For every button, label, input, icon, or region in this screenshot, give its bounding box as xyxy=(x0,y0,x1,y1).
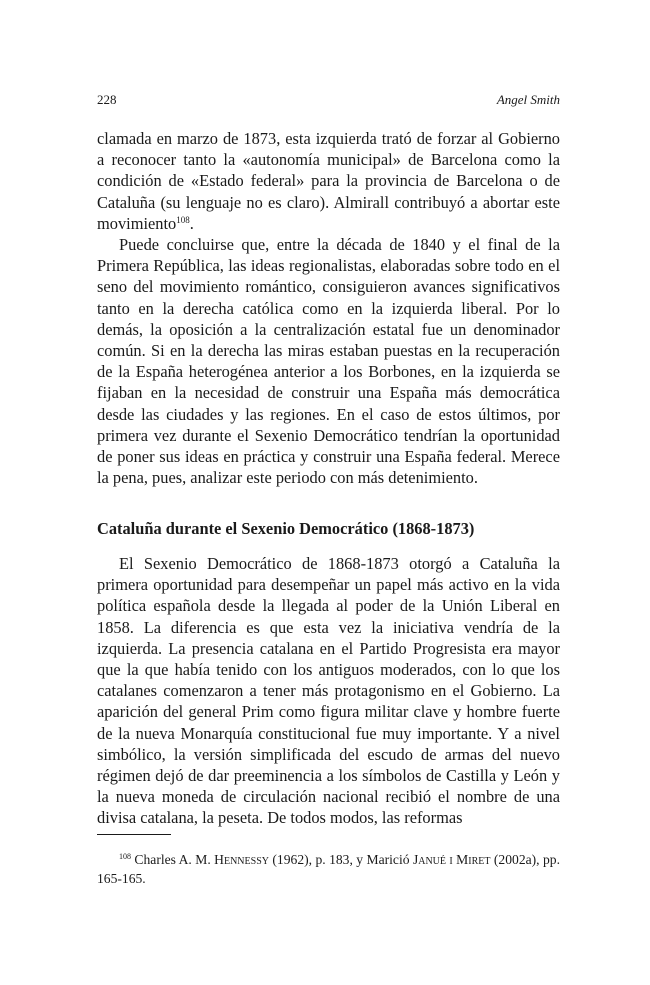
paragraph-text: clamada en marzo de 1873, esta izquierda trató de forzar al Gobierno a reconocer tanto la «autonomía municipal» de Barcelona como la condición de «Estado federal» para la provincia de Barcelona o de Cataluña (su lenguaje no es claro). Almirall contribuyó a abortar este movimiento xyxy=(97,129,560,233)
paragraph: Puede concluirse que, entre la década de 1840 y el final de la Primera República, las ideas regionalistas, elaboradas sobre todo en el seno del movimiento romántico, consiguieron avances significativos tanto en la derecha católica como en la izquierda liberal. Por lo demás, la oposición a la centralización estatal fue un denominador común. Si en la derecha las miras estaban puestas en la recuperación de la España heterogénea anterior a los Borbones, en la izquierda se fijaban en la necesidad de construir una España más democrática desde las ciudades y las regiones. En el caso de estos últimos, por primera vez durante el Sexenio Democrático tendrían la oportunidad de poner sus ideas en práctica y construir una España federal. Merece la pena, pues, analizar este periodo con más detenimiento. xyxy=(97,235,560,488)
footnote-part: (2002a), pp. 165-165. xyxy=(97,852,560,886)
section-heading: Cataluña durante el Sexenio Democrático (1868-1873) xyxy=(97,519,475,538)
footnote-ref: 108 xyxy=(176,214,190,225)
footnote-part: (1962), p. 183, y Marició xyxy=(272,852,410,867)
footnote-text xyxy=(97,850,560,888)
footnote-author: Hennessy xyxy=(214,852,269,867)
footnote-author: Janué i Miret xyxy=(412,852,491,867)
page-number: 228 xyxy=(97,92,117,107)
paragraph-end: . xyxy=(189,213,194,233)
running-head: Angel Smith xyxy=(496,92,560,107)
footnote xyxy=(97,850,560,888)
section-body xyxy=(97,553,560,829)
footnote-part: Charles A. M. xyxy=(134,852,211,867)
footnote-number: 108 xyxy=(119,852,131,861)
body-text xyxy=(97,128,560,488)
paragraph: El Sexenio Democrático de 1868-1873 otorgó a Cataluña la primera oportunidad para desempeñar un papel más activo en la vida política española desde la llegada al poder de la Unión Liberal en 1858. La diferencia es que esta vez la iniciativa vendría de la izquierda. La presencia catalana en el Partido Progresista era mayor que la que había tenido con los antiguos moderados, con lo que los catalanes comenzaron a tener más protagonismo en el Gobierno. La aparición del general Prim como figura militar clave y hombre fuerte de la nueva Monarquía constitucional fue muy importante. Y a nivel simbólico, la versión simplificada del escudo de armas del nuevo régimen dejó de dar preeminencia a los símbolos de Castilla y León y la nueva moneda de circulación nacional recibió el nombre de una divisa catalana, la peseta. De todos modos, las reformas xyxy=(97,554,560,828)
footnote-rule xyxy=(97,834,171,835)
page-header xyxy=(97,92,560,112)
paragraph xyxy=(97,128,560,234)
